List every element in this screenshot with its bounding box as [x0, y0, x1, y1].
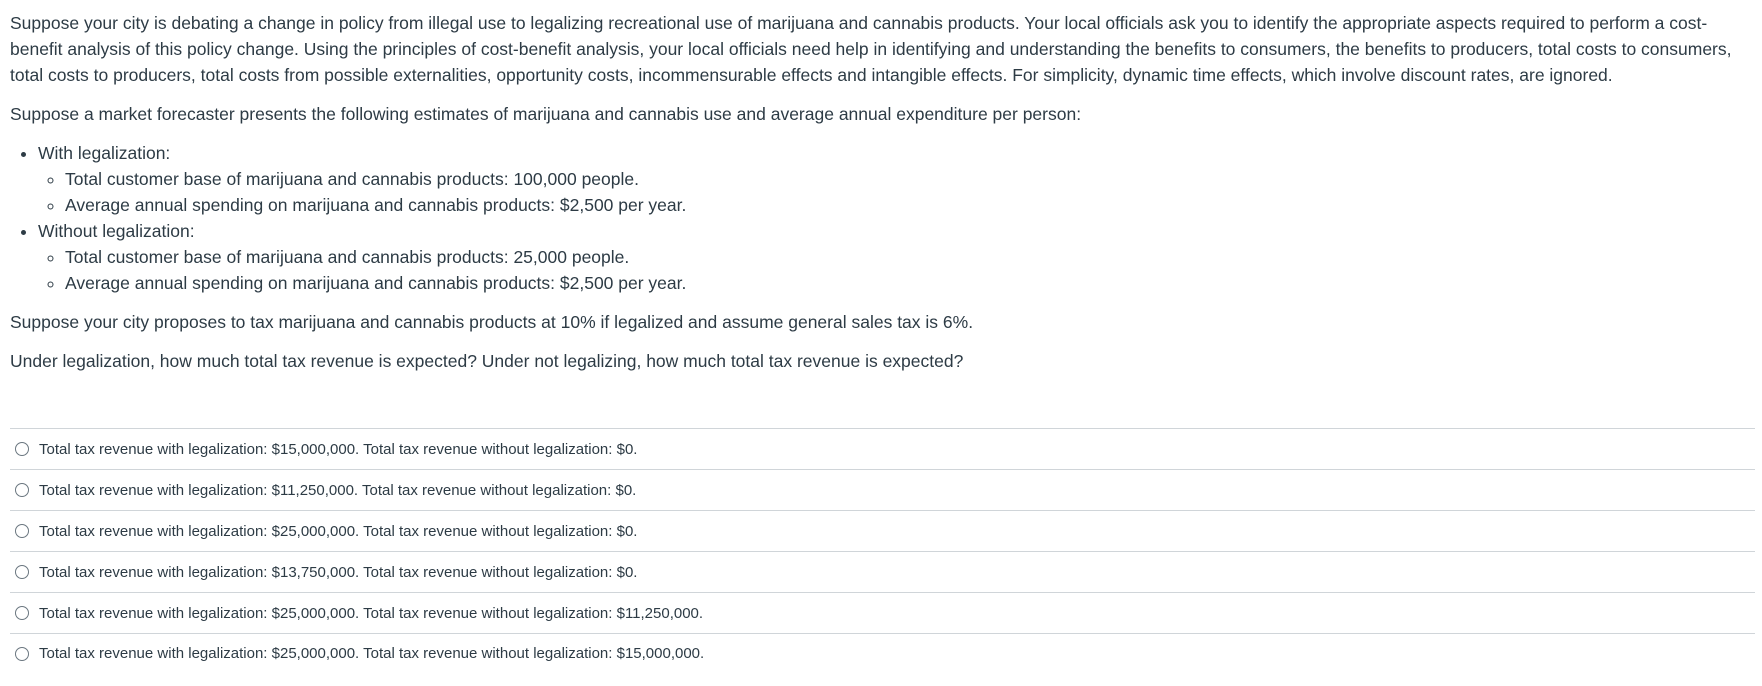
answer-option-5[interactable] — [10, 592, 1755, 633]
answer-label[interactable]: Total tax revenue with legalization: $11,250,000. Total tax revenue without legalization: $0. — [39, 481, 637, 499]
radio-button-unchecked-icon[interactable] — [15, 565, 29, 579]
scenario-detail-item: ◦ Average annual spending on marijuana and cannabis products: $2,500 per year. — [65, 270, 1755, 296]
scenario-details — [38, 244, 1755, 296]
tax-statement: Suppose your city proposes to tax marijuana and cannabis products at 10% if legalized and assume general sales tax is 6%. — [10, 312, 974, 332]
answer-option-6[interactable] — [10, 633, 1755, 674]
radio-button-unchecked-icon[interactable] — [15, 647, 29, 661]
radio-button-unchecked-icon[interactable] — [15, 483, 29, 497]
radio-button-unchecked-icon[interactable] — [15, 524, 29, 538]
answer-option-3[interactable] — [10, 510, 1755, 551]
answer-option-1[interactable] — [10, 428, 1755, 469]
answer-label[interactable]: Total tax revenue with legalization: $15,000,000. Total tax revenue without legalization: $0. — [39, 440, 638, 458]
scenario-detail-item: ◦ Total customer base of marijuana and cannabis products: 100,000 people. — [65, 166, 1755, 192]
question-text — [10, 10, 1755, 387]
scenario-detail-item: ◦ Average annual spending on marijuana and cannabis products: $2,500 per year. — [65, 192, 1755, 218]
scenario-label: With legalization: — [38, 143, 171, 163]
forecast-intro: Suppose a market forecaster presents the following estimates of marijuana and cannabis use and average annual expenditure per person: — [10, 104, 1082, 124]
question-intro: Suppose your city is debating a change in policy from illegal use to legalizing recreational use of marijuana and cannabis products. Your local officials ask you to identify the appropriate aspects required to perform a cost- benefit analysis of this policy change. Using the principles of cost-benefit analysis, your local officials need help in identifying and understanding the benefits to consumers, the benefits to producers, total costs to consumers, total costs to producers, total costs from possible externalities, opportunity costs, incommensurable effects and intangible effects. For simplicity, dynamic time effects, which involve discount rates, are ignored. — [10, 13, 1732, 85]
radio-button-unchecked-icon[interactable] — [15, 442, 29, 456]
scenario-list — [10, 140, 1755, 296]
answer-label[interactable]: Total tax revenue with legalization: $25,000,000. Total tax revenue without legalization: $0. — [39, 522, 638, 540]
scenario-details — [38, 166, 1755, 218]
scenario-with-legalization — [38, 140, 1755, 218]
radio-button-unchecked-icon[interactable] — [15, 606, 29, 620]
answer-option-4[interactable] — [10, 551, 1755, 592]
answer-label[interactable]: Total tax revenue with legalization: $13,750,000. Total tax revenue without legalization: $0. — [39, 563, 638, 581]
answer-option-2[interactable] — [10, 469, 1755, 510]
answer-list — [10, 428, 1755, 674]
question-prompt: Under legalization, how much total tax revenue is expected? Under not legalizing, how much total tax revenue is expected? — [10, 351, 964, 371]
scenario-detail-item: ◦ Total customer base of marijuana and cannabis products: 25,000 people. — [65, 244, 1755, 270]
scenario-without-legalization — [38, 218, 1755, 296]
scenario-label: Without legalization: — [38, 221, 195, 241]
answer-label[interactable]: Total tax revenue with legalization: $25,000,000. Total tax revenue without legalization: $11,250,000. — [39, 604, 704, 622]
answer-label[interactable]: Total tax revenue with legalization: $25,000,000. Total tax revenue without legalization: $15,000,000. — [39, 645, 705, 662]
